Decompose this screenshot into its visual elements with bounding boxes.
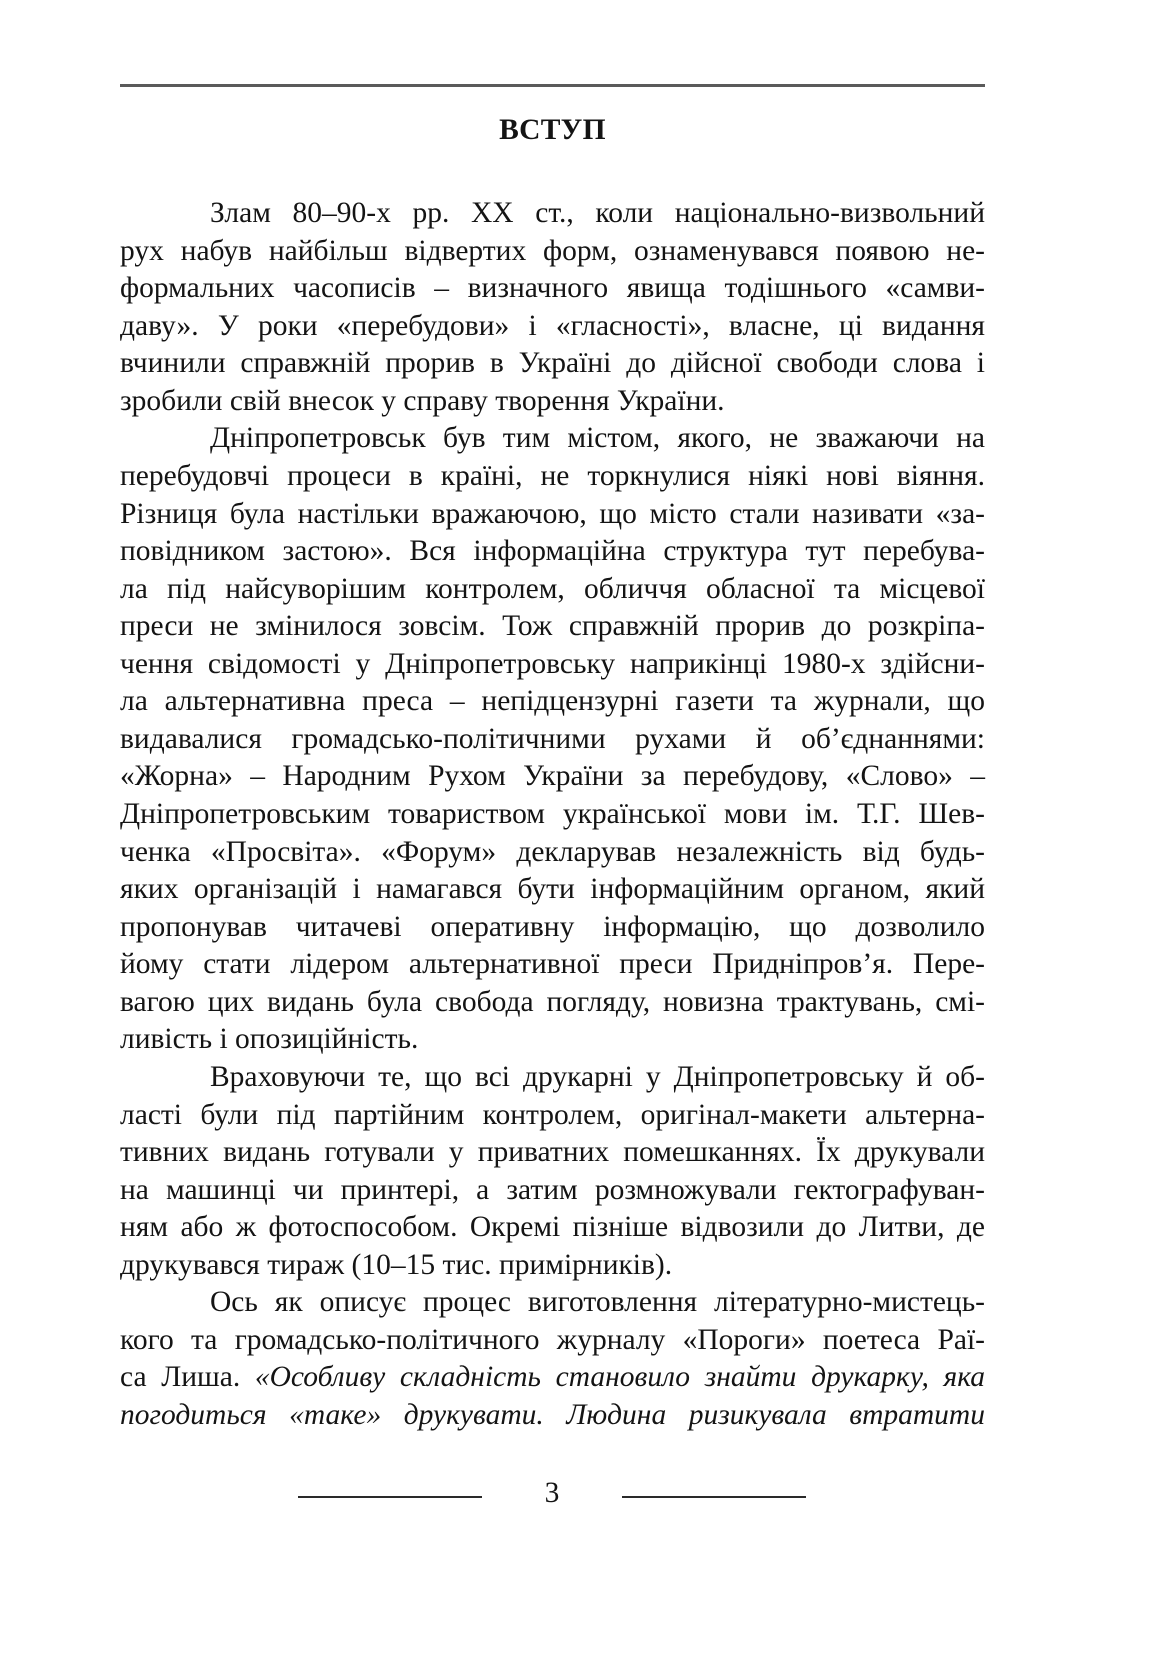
page-number: 3 (544, 1477, 560, 1509)
text-line: чення свідомості у Дніпропетровську наприкінці 1980-х здійсни- (120, 647, 985, 680)
text-line: повідником застою». Вся інформаційна структура тут перебува- (120, 535, 985, 568)
text-segment: са Лиша. (120, 1361, 241, 1394)
text-line: Ось як описує процес виготовлення літературно-мистець- (210, 1286, 985, 1319)
footer-rule-left (298, 1496, 482, 1498)
section-title: ВСТУП (499, 114, 606, 146)
text-line: пропонував читачеві оперативну інформацію, що дозволило (120, 910, 985, 943)
text-line: зробили свій внесок у справу творення України. (120, 384, 725, 417)
text-line: формальних часописів – визначного явища тодішнього «самви- (120, 272, 985, 305)
text-line: даву». У роки «перебудови» і «гласності», власне, ці видання (120, 309, 985, 342)
text-line: «Жорна» – Народним Рухом України за перебудову, «Слово» – (120, 760, 985, 793)
text-line: друкувався тираж (10–15 тис. примірників). (120, 1248, 673, 1281)
footer-rule-right (622, 1496, 806, 1498)
text-line: перебудовчі процеси в країні, не торкнулися ніякі нові віяння. (120, 459, 985, 492)
paragraph (120, 1284, 985, 1434)
text-line: ливість і опозиційність. (120, 1023, 419, 1056)
text-line: Враховуючи те, що всі друкарні у Дніпропетровську й об- (210, 1060, 985, 1093)
text-line: тивних видань готували у приватних помешканнях. Їх друкували (120, 1136, 985, 1169)
text-line: ченка «Просвіта». «Форум» декларував незалежність від будь- (120, 835, 985, 868)
text-line: Різниця була настільки вражаючою, що місто стали називати «за- (120, 497, 985, 530)
body-text (120, 195, 985, 1435)
quote-segment: погодиться «таке» друкувати. Людина ризикувала втратити (120, 1399, 985, 1431)
text-line: вчинили справжній прорив в Україні до дійсної свободи слова і (120, 347, 985, 380)
text-line (120, 1359, 985, 1397)
text-line: йому стати лідером альтернативної преси Придніпров’я. Пере- (120, 948, 985, 981)
text-line: видавалися громадсько-політичними рухами й об’єднаннями: (120, 722, 985, 755)
text-line: на машинці чи принтері, а затим розмножували гектографуван- (120, 1173, 985, 1206)
text-line: яких організацій і намагався бути інформаційним органом, який (120, 873, 985, 906)
text-line: ням або ж фотоспособом. Окремі пізніше відвозили до Литви, де (120, 1211, 985, 1244)
paragraph (120, 1059, 985, 1284)
text-line: ласті були під партійним контролем, оригінал-макети альтерна- (120, 1098, 985, 1131)
text-line: преси не змінилося зовсім. Тож справжній прорив до розкріпа- (120, 610, 985, 643)
paragraph (120, 420, 985, 1059)
text-line: Злам 80–90-х рр. XX ст., коли національно-визвольний (210, 197, 985, 229)
text-line: ла під найсуворішим контролем, обличчя обласної та місцевої (120, 572, 985, 605)
header-rule (120, 84, 985, 87)
text-line: ла альтернативна преса – непідцензурні газети та журнали, що (120, 685, 985, 718)
quote-segment: «Особливу складність становило знайти друкарку, яка (254, 1361, 986, 1394)
paragraph (120, 195, 985, 420)
text-line: Дніпропетровськ був тим містом, якого, не зважаючи на (210, 422, 985, 455)
text-line: рух набув найбільш відвертих форм, ознаменувався появою не- (120, 234, 985, 267)
text-line (120, 1397, 985, 1435)
text-line: вагою цих видань була свобода погляду, новизна трактувань, смі- (120, 985, 985, 1018)
text-line: Дніпропетровським товариством української мови ім. Т.Г. Шев- (120, 798, 985, 830)
text-line: кого та громадсько-політичного журналу «Пороги» поетеса Раї- (120, 1323, 985, 1356)
